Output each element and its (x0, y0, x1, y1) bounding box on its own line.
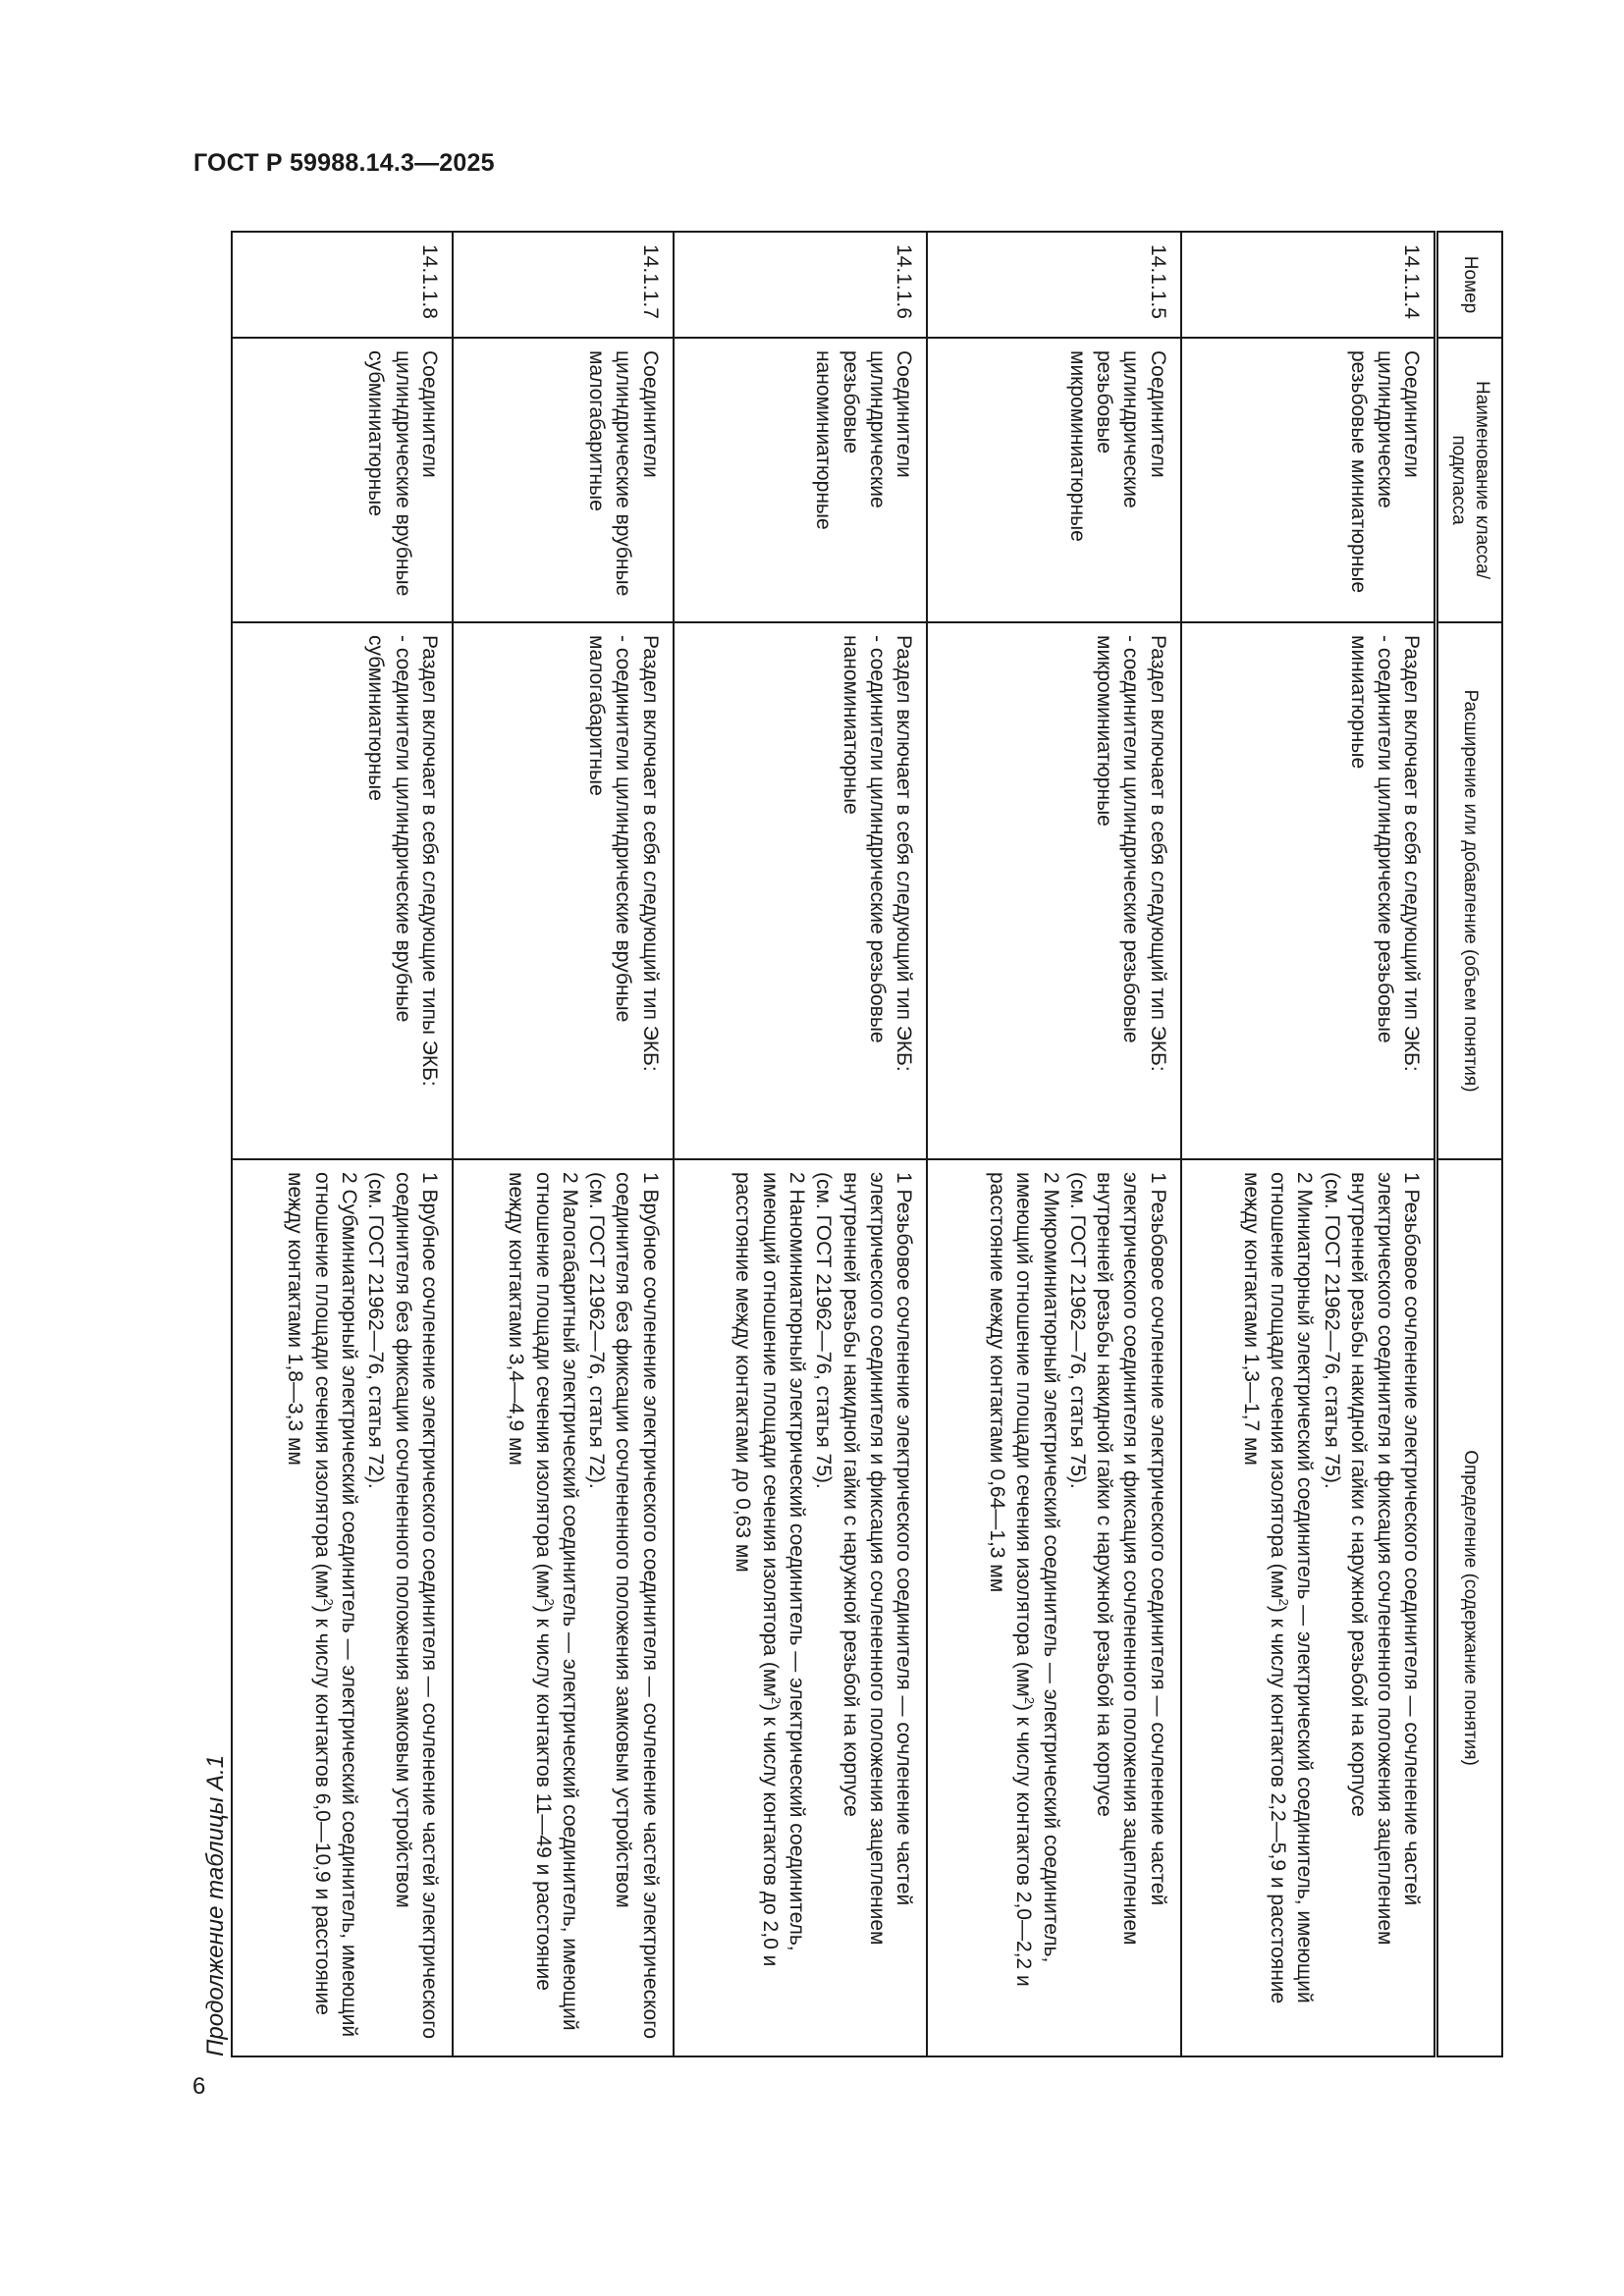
definition-item-2-text: 2 Наноминиатюрный электрический соединитель — электрический соединитель, имеющий отношение площади сечения изолятора (мм (758, 1172, 809, 1951)
cell-number: 14.1.1.8 (232, 232, 453, 338)
table-row (674, 232, 927, 2056)
cell-definition (453, 1159, 674, 2056)
cell-definition (1181, 1159, 1436, 2056)
definition-item-2-text: 2 Микроминиатюрный электрический соединитель — электрический соединитель, имеющий отношение площади сечения изолятора (мм (1012, 1172, 1062, 1963)
cell-class-name: Соединители цилиндрические резьбовые миниатюрные (1181, 338, 1436, 622)
definition-item-1: 1 Резьбовое сочленение электрического соединителя — сочленение частей электрического соединителя и фиксация сочлененного положения зацеплением внутренней резьбы накидной гайки с наружной резьбой на корпусе (1346, 1172, 1424, 1946)
header-name: Наименование класса/подкласса (1436, 338, 1502, 622)
cell-number: 14.1.1.5 (927, 232, 1180, 338)
header-definition: Определение (содержание понятия) (1436, 1159, 1502, 2056)
cell-number: 14.1.1.6 (674, 232, 927, 338)
superscript: 2 (1276, 1598, 1292, 1606)
definition-item-2-text-end: ) к числу контактов 2,2—5,9 и расстояние между контактами 1,3—1,7 мм (1239, 1172, 1290, 2004)
definition-item-1: 1 Резьбовое сочленение электрического соединителя — сочленение частей электрического соединителя и фиксация сочлененного положения зацеплением внутренней резьбы накидной гайки с наружной резьбой на корпусе (1093, 1172, 1169, 1946)
definition-item-1: 1 Врубное сочленение электрического соединителя — сочленение частей электрического соединителя без фиксации сочлененного положения замковым устройством (612, 1172, 662, 2040)
table-row (453, 232, 674, 2056)
definition-reference: (см. ГОСТ 21962—76, статья 72). (364, 1172, 388, 1489)
definition-item-2 (282, 1172, 362, 2048)
superscript: 2 (1022, 1696, 1038, 1704)
definition-item-2-text: 2 Миниатюрный электрический соединитель — электрический соединитель, имеющий отношение площади сечения изолятора (мм (1267, 1172, 1317, 2003)
cell-scope: Раздел включает в себя следующий тип ЭКБ: - соединители цилиндрические резьбовые наноминиатюрные (674, 622, 927, 1159)
document-title: ГОСТ Р 59988.14.3—2025 (193, 149, 495, 177)
cell-class-name: Соединители цилиндрические врубные малогабаритные (453, 338, 674, 622)
cell-definition (232, 1159, 453, 2056)
classification-table (231, 231, 1503, 2057)
cell-number: 14.1.1.7 (453, 232, 674, 338)
table-row (232, 232, 453, 2056)
superscript: 2 (320, 1598, 336, 1606)
table-header-row (1436, 232, 1502, 2056)
definition-item-2-text-end: ) к числу контактов 6,0—10,9 и расстояние между контактами 1,8—3,3 мм (284, 1172, 334, 2015)
table-row (1181, 232, 1436, 2056)
cell-scope: Раздел включает в себя следующие типы ЭКБ: - соединители цилиндрические врубные субминиатюрные (232, 622, 453, 1159)
definition-item-2-text-end: ) к числу контактов до 2,0 и расстояние между контактами до 0,63 мм (731, 1172, 782, 1967)
definition-reference: (см. ГОСТ 21962—76, статья 72). (585, 1172, 609, 1489)
definition-item-2-text-end: ) к числу контактов 11—49 и расстояние между контактами 3,4—4,9 мм (505, 1172, 555, 1991)
definition-item-2 (984, 1172, 1064, 2048)
superscript: 2 (541, 1598, 557, 1606)
cell-number: 14.1.1.4 (1181, 232, 1436, 338)
definition-item-1: 1 Резьбовое сочленение электрического соединителя — сочленение частей электрического соединителя и фиксация сочлененного положения зацеплением внутренней резьбы накидной гайки с наружной резьбой на корпусе (839, 1172, 916, 1946)
cell-definition (927, 1159, 1180, 2056)
definition-reference: (см. ГОСТ 21962—76, статья 75). (812, 1172, 836, 1489)
definition-item-2 (503, 1172, 583, 2048)
cell-scope: Раздел включает в себя следующий тип ЭКБ: - соединители цилиндрические врубные малогабаритные (453, 622, 674, 1159)
cell-scope: Раздел включает в себя следующий тип ЭКБ: - соединители цилиндрические резьбовые микроминиатюрные (927, 622, 1180, 1159)
definition-item-2 (1237, 1172, 1318, 2048)
cell-scope: Раздел включает в себя следующий тип ЭКБ: - соединители цилиндрические резьбовые миниатюрные (1181, 622, 1436, 1159)
cell-class-name: Соединители цилиндрические врубные субминиатюрные (232, 338, 453, 622)
page-number: 6 (192, 2073, 206, 2100)
definition-item-2-text: 2 Малогабаритный электрический соединитель — электрический соединитель, имеющий отношение площади сечения изолятора (мм (531, 1172, 581, 2031)
table-container (231, 231, 1503, 2056)
cell-definition (674, 1159, 927, 2056)
cell-class-name: Соединители цилиндрические резьбовые наноминиатюрные (674, 338, 927, 622)
definition-item-1: 1 Врубное сочленение электрического соединителя — сочленение частей электрического соединителя без фиксации сочлененного положения замковым устройством (391, 1172, 441, 2040)
definition-reference: (см. ГОСТ 21962—76, статья 75). (1065, 1172, 1089, 1489)
definition-item-2 (730, 1172, 810, 2048)
header-number: Номер (1436, 232, 1502, 338)
table-caption: Продолжение таблицы А.1 (202, 1754, 229, 2056)
cell-class-name: Соединители цилиндрические резьбовые микроминиатюрные (927, 338, 1180, 622)
header-scope: Расширение или добавление (объем понятия) (1436, 622, 1502, 1159)
definition-item-2-text: 2 Субминиатюрный электрический соединитель — электрический соединитель, имеющий отношение площади сечения изолятора (мм (310, 1172, 361, 2038)
definition-item-2-text-end: ) к числу контактов 2,0—2,2 и расстояние между контактами 0,64—1,3 мм (985, 1172, 1036, 1987)
superscript: 2 (768, 1696, 784, 1704)
definition-reference: (см. ГОСТ 21962—76, статья 75). (1320, 1172, 1343, 1489)
table-row (927, 232, 1180, 2056)
